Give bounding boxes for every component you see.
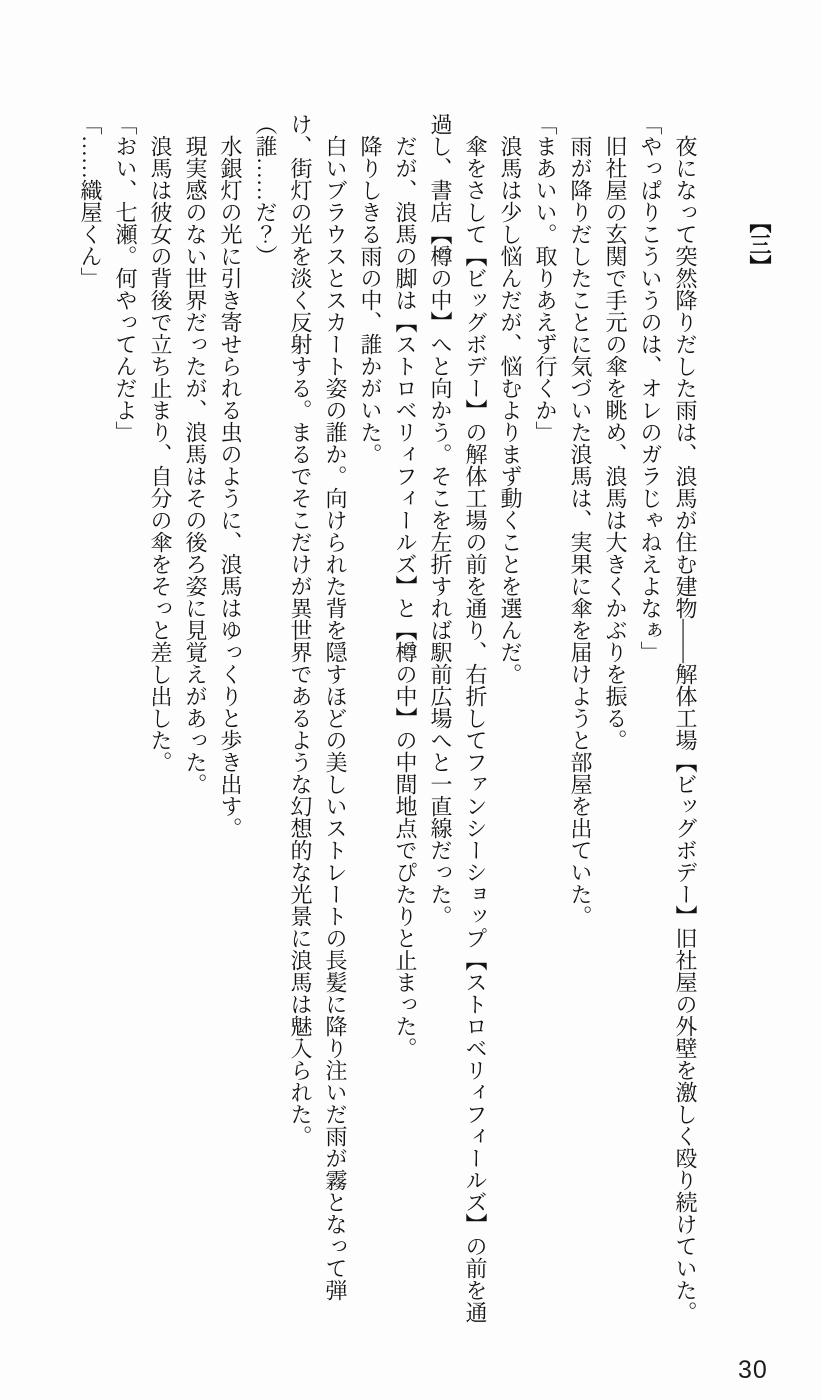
paragraph: 白いブラウスとスカート姿の誰か。向けられた背を隠すほどの美しいストレートの長髪に降り注いだ雨が霧となって弾け、街灯の光を淡く反射する。まるでそこだけが異世界であるような幻想的な光景に浪馬は魅入られた。 (288, 113, 348, 1301)
page-number: 30 (738, 1356, 768, 1384)
paragraph: 「……織屋くん」 (78, 113, 103, 289)
paragraph: 「おい、七瀬。何やってんだよ」 (113, 113, 138, 443)
paragraph: （誰……だ？） (253, 113, 278, 267)
paragraph: 浪馬は彼女の背後で立ち止まり、自分の傘をそっと差し出した。 (148, 135, 173, 773)
paragraph: 雨が降りだしたことに気づいた浪馬は、実果に傘を届けようと部屋を出ていた。 (568, 135, 593, 927)
paragraph: 傘をさして【ビッグボデー】の解体工場の前を通り、右折してファンシーショップ【ストロベリィフィールズ】の前を通過し、書店【樽の中】へと向かう。そこを左折すれば駅前広場へと一直線だった。 (428, 113, 488, 1323)
paragraph: 降りしきる雨の中、誰かがいた。 (358, 135, 383, 465)
paragraph: 夜になって突然降りだした雨は、浪馬が住む建物――解体工場【ビッグボデー】旧社屋の外壁を激しく殴り続けていた。 (673, 135, 698, 1323)
paragraph: 現実感のない世界だったが、浪馬はその後ろ姿に見覚えがあった。 (183, 135, 208, 795)
paragraph: だが、浪馬の脚は【ストロベリィフィールズ】と【樽の中】の中間地点でぴたりと止まった。 (393, 135, 418, 1059)
paragraph: 浪馬は少し悩んだが、悩むよりまず動くことを選んだ。 (498, 135, 523, 685)
paragraph: 旧社屋の玄関で手元の傘を眺め、浪馬は大きくかぶりを振る。 (603, 135, 628, 751)
vertical-text-block (61, 113, 777, 1325)
paragraph: 「やっぱりこういうのは、オレのガラじゃねえよなぁ」 (638, 113, 663, 663)
paragraph: 「まあいい。取りあえず行くか」 (533, 113, 558, 443)
paragraph: 水銀灯の光に引き寄せられる虫のように、浪馬はゆっくりと歩き出す。 (218, 135, 243, 839)
chapter-heading: 【三】 (747, 211, 772, 277)
